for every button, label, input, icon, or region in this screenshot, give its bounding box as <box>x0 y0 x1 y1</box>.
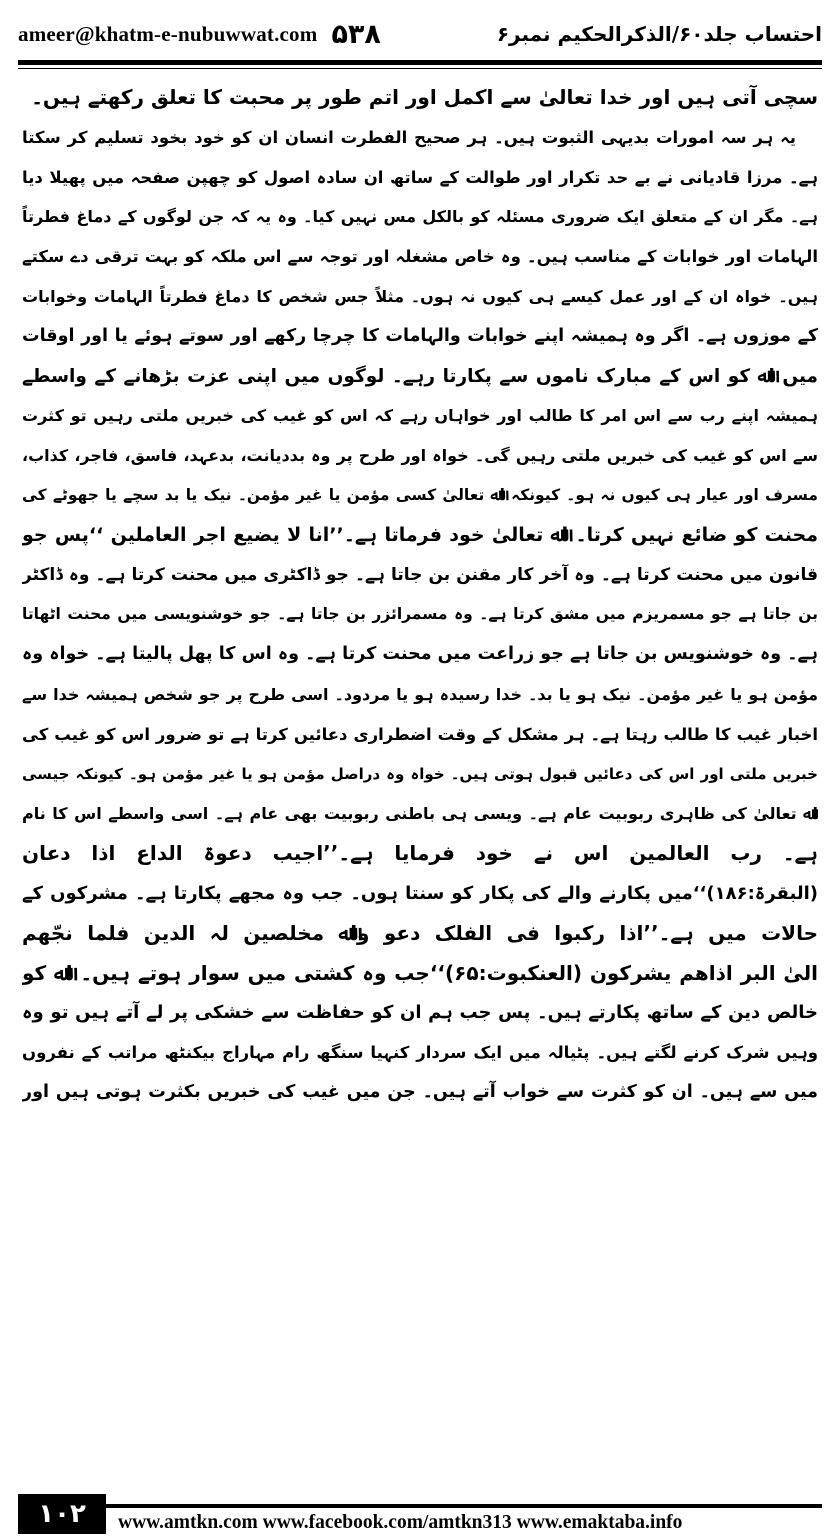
text-line: خالص دین کے ساتھ پکارتے ہیں۔ پس جب ہم ان کو حفاظت سے خشکی پر لے آتے ہیں تو وہ <box>22 1002 818 1024</box>
text-line: کے موزوں ہے۔ اگر وہ ہمیشہ اپنے خوابات والہامات کا چرچا رکھے اور سوتے ہوئے یا اور اوقات <box>22 325 818 346</box>
text-line: سچی آتی ہیں اور خدا تعالیٰ سے اکمل اور اتم طور پر محبت کا تعلق رکھتے ہیں۔ <box>31 85 818 109</box>
text-line: یہ ہر سہ امورات بدیہی الثبوت ہیں۔ ہر صحیح الفطرت انسان ان کو خود بخود تسلیم کر سکتا <box>22 127 796 147</box>
text-line: ہیں۔ خواہ ان کے اور عمل کیسے ہی کیوں نہ ہوں۔ مثلاً جس شخص کا دماغ فطرتاً الہامات وخوابات <box>22 286 818 306</box>
footer-links[interactable]: www.amtkn.com www.facebook.com/amtkn313 www.emaktaba.info <box>118 1512 683 1533</box>
header-rule-thick <box>18 60 822 65</box>
text-line: مسرف اور عیار ہی کیوں نہ ہو۔ کیونکہ اﷲ تعالیٰ کسی مؤمن یا غیر مؤمن۔ نیک یا بد سچے یا جھوٹے کی <box>22 485 818 504</box>
header-email[interactable]: ameer@khatm-e-nubuwwat.com <box>18 21 318 46</box>
text-line: خبریں ملتی اور اس کی دعائیں قبول ہوتی ہیں۔ خواہ وہ دراصل مؤمن ہو یا غیر مؤمن ہو۔ کیونکہ جیسی <box>22 764 818 783</box>
page-footer <box>18 1490 822 1534</box>
text-line: ہے۔ مگر ان کے متعلق ایک ضروری مسئلہ کو بالکل مس نہیں کیا۔ وہ یہ کہ جن لوگوں کے دماغ فطرتاً <box>22 207 818 227</box>
text-line: اﷲ تعالیٰ کی ظاہری ربوبیت عام ہے۔ ویسی ہی باطنی ربوبیت بھی عام ہے۔ اسی واسطے اس کا نام <box>22 804 818 824</box>
footer-links-wrap <box>106 1504 822 1534</box>
text-line: الیٰ البر اذاھم یشرکون (العنکبوت:۶۵)‘‘جب وہ کشتی میں سوار ہوتے ہیں۔ اﷲ کو <box>22 960 818 985</box>
header-page-number: ۵۳۸ <box>331 18 381 50</box>
text-line: ہے۔ وہ خوشنویس بن جاتا ہے جو زراعت میں محنت کرتا ہے۔ وہ اس کا پھل پالیتا ہے۔ خواہ وہ <box>22 644 818 665</box>
text-line: قانون میں محنت کرتا ہے۔ وہ آخر کار مقنن بن جاتا ہے۔ جو ڈاکٹری میں محنت کرتا ہے۔ وہ ڈاکٹر <box>22 564 818 585</box>
header-rule-thin <box>18 68 822 69</box>
text-line: (البقرۃ:۱۸۶)‘‘میں پکارنے والے کی پکار کو سنتا ہوں۔ جب وہ مجھے پکارتا ہے۔ مشرکوں کے <box>22 882 818 904</box>
text-line: مؤمن ہو یا غیر مؤمن۔ نیک ہو یا بد۔ خدا رسیدہ ہو یا مردود۔ اسی طرح پر جو شخص ہمیشہ خدا سے <box>22 684 818 704</box>
text-line: ہے۔ رب العالمین اس نے خود فرمایا ہے۔’’اجیب دعوۃ الداع اذا دعان <box>22 841 818 866</box>
text-line: میں اﷲ کو اس کے مبارک ناموں سے پکارتا رہے۔ لوگوں میں اپنی عزت بڑھانے کے واسطے <box>22 365 818 387</box>
header-left-group <box>18 19 381 50</box>
text-line: سے اس کو غیب کی خبریں ملتی رہیں گی۔ خواہ اور طرح پر وہ بددیانت، بدعہد، فاسق، فاجر، کذاب، <box>22 446 818 466</box>
footer-page-number: ۱۰۲ <box>18 1494 106 1534</box>
text-line: بن جاتا ہے جو مسمریزم میں مشق کرتا ہے۔ وہ مسمرائزر بن جاتا ہے۔ جو خوشنویسی میں محنت اٹھاتا <box>22 605 818 624</box>
footer-rule <box>106 1504 822 1508</box>
running-title: احتساب جلد۶۰/الذکرالحکیم نمبر۶ <box>496 22 822 46</box>
text-line: ہمیشہ اپنے رب سے اس امر کا طالب اور خواہاں رہے کہ اس کو غیب کی خبریں ملتی رہیں تو کثرت <box>22 406 818 426</box>
text-line: اخبار غیب کا طالب رہتا ہے۔ ہر مشکل کے وقت اضطراری دعائیں کرتا ہے تو ضرور اس کو غیب کی <box>22 724 818 744</box>
body-text <box>22 78 818 1113</box>
text-line: الہامات اور خوابات کے مناسب ہیں۔ وہ خاص مشغلہ اور توجہ سے اس ملکہ کو بہت ترقی دے سکتے <box>22 247 818 267</box>
text-line: حالات میں ہے۔’’اذا رکبوا فی الفلک دعو واﷲ مخلصین لہ الدین فلما نجّھم <box>22 920 818 945</box>
text-line: ہے۔ مرزا قادیانی نے بے حد تکرار اور طوالت کے ساتھ ان سادہ اصول کو چھپن صفحہ میں پھیلا دیا <box>22 167 818 187</box>
page-header <box>18 14 822 54</box>
text-line: وہیں شرک کرنے لگتے ہیں۔ پٹیالہ میں ایک سردار کنہیا سنگھ رام مہاراج بیکنٹھ مراتب کے نفروں <box>22 1043 818 1063</box>
text-line: محنت کو ضائع نہیں کرتا۔ اﷲ تعالیٰ خود فرماتا ہے۔’’انا لا یضیع اجر العاملین ‘‘پس جو <box>22 523 818 546</box>
text-line: میں سے ہیں۔ ان کو کثرت سے خواب آتے ہیں۔ جن میں غیب کی خبریں بکثرت ہوتی ہیں اور <box>22 1081 818 1102</box>
